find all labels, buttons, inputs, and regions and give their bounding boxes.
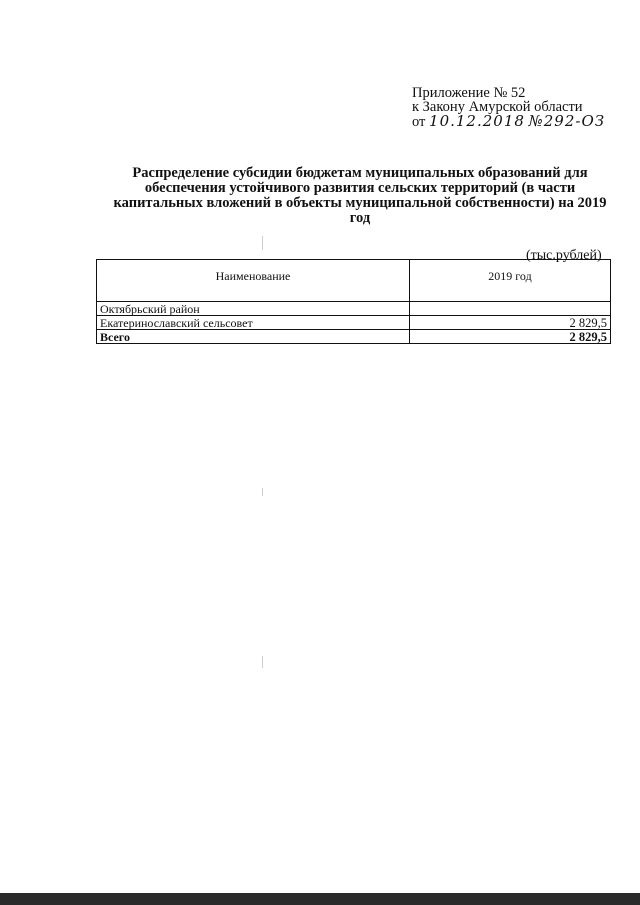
appendix-date-line bbox=[412, 114, 605, 129]
row-name-district: Октябрьский район bbox=[97, 302, 410, 316]
table-row bbox=[97, 316, 611, 330]
row-value-district bbox=[410, 302, 611, 316]
subsidy-table bbox=[96, 259, 611, 344]
scan-artifact bbox=[262, 488, 263, 496]
row-name-village: Екатеринославский сельсовет bbox=[97, 316, 410, 330]
units-label: (тыс.рублей) bbox=[526, 248, 602, 263]
appendix-law-reference: к Закону Амурской области bbox=[412, 99, 583, 115]
scan-artifact bbox=[262, 236, 263, 250]
table-row-total bbox=[97, 330, 611, 344]
appendix-header bbox=[412, 86, 605, 129]
scan-artifact bbox=[262, 656, 263, 668]
appendix-number: Приложение № 52 bbox=[412, 85, 526, 101]
header-name: Наименование bbox=[97, 260, 410, 302]
row-value-total: 2 829,5 bbox=[410, 330, 611, 344]
document-title: Распределение субсидии бюджетам муниципальных образований для обеспечения устойчивого развития сельских территорий (в части капитальных вложений в объекты муниципальной собственности) на 2019 год bbox=[113, 165, 607, 226]
handwritten-date: 10.12.2018 bbox=[429, 112, 525, 130]
scan-bottom-edge bbox=[0, 893, 640, 905]
row-value-village: 2 829,5 bbox=[410, 316, 611, 330]
handwritten-law-number: №292-ОЗ bbox=[528, 112, 606, 130]
header-year: 2019 год bbox=[410, 260, 611, 302]
date-prefix: от bbox=[412, 114, 426, 130]
table-row bbox=[97, 302, 611, 316]
row-name-total: Всего bbox=[97, 330, 410, 344]
table-header-row bbox=[97, 260, 611, 302]
